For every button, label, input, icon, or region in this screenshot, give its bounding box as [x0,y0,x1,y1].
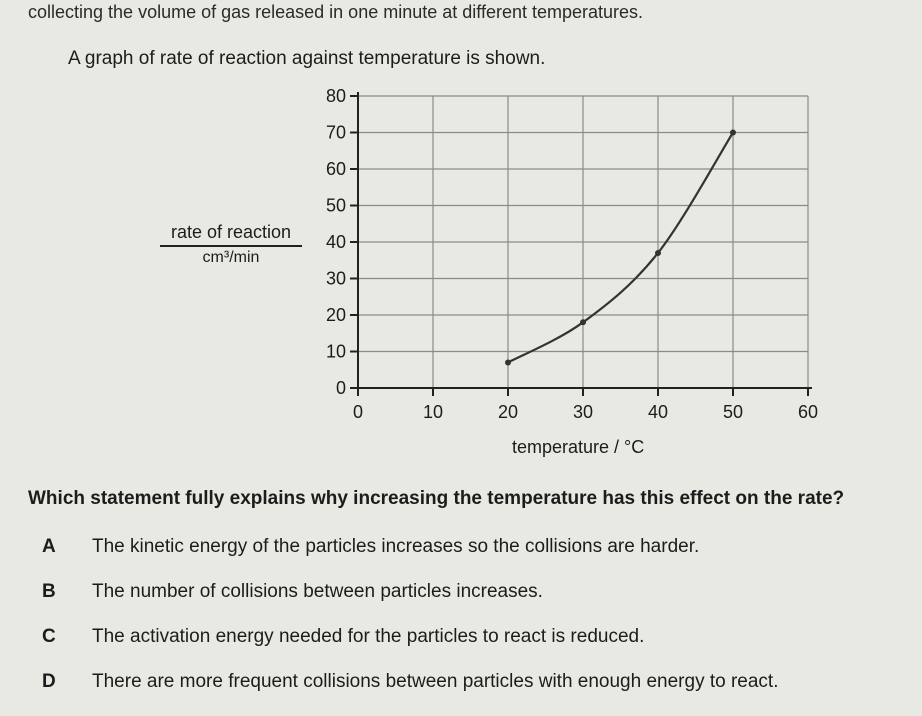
intro-text: collecting the volume of gas released in one minute at different temperatures. [28,2,644,22]
option-text: There are more frequent collisions between particles with enough energy to react. [92,671,779,692]
y-axis-label [160,222,302,267]
x-tick-label: 10 [422,402,444,422]
x-tick-label: 20 [497,402,519,422]
x-tick-label: 50 [722,402,744,422]
option-b[interactable] [42,581,543,603]
x-tick-label: 30 [572,402,594,422]
data-point [730,130,736,136]
option-text: The kinetic energy of the particles increases so the collisions are harder. [92,536,700,557]
tick-labels [326,86,818,422]
y-axis-label-denominator: cm³/min [202,249,260,266]
y-tick-label: 20 [325,305,346,325]
y-tick-label: 10 [325,341,346,362]
option-letter: A [42,536,56,557]
option-d[interactable] [42,671,779,693]
y-tick-label: 30 [325,268,346,289]
option-text: The activation energy needed for the particles to react is reduced. [92,626,645,647]
option-letter: B [42,581,56,602]
axes [350,92,812,396]
y-tick-label: 80 [325,86,346,106]
option-a[interactable] [42,536,699,558]
data-curve [505,130,736,366]
data-point [580,319,586,325]
x-tick-label: 60 [797,402,819,422]
grid-lines [358,96,808,388]
y-tick-label: 40 [325,232,346,252]
data-point [505,359,511,365]
option-letter: C [42,626,56,647]
y-tick-label: 0 [335,378,346,398]
y-tick-label: 60 [325,159,346,179]
option-c[interactable] [42,626,644,648]
question-text: Which statement fully explains why increasing the temperature has this effect on the rate? [28,488,845,509]
y-tick-label: 50 [325,195,346,216]
data-point [655,250,661,256]
x-tick-label: 40 [647,402,669,422]
graph-intro-text: A graph of rate of reaction against temperature is shown. [68,48,546,69]
x-axis-label: temperature / °C [512,437,645,457]
x-tick-label: 0 [352,402,364,422]
y-tick-label: 70 [325,122,346,143]
rate-curve [508,133,733,363]
y-axis-label-numerator: rate of reaction [160,222,302,247]
option-text: The number of collisions between particles increases. [92,581,543,602]
option-letter: D [42,671,56,692]
